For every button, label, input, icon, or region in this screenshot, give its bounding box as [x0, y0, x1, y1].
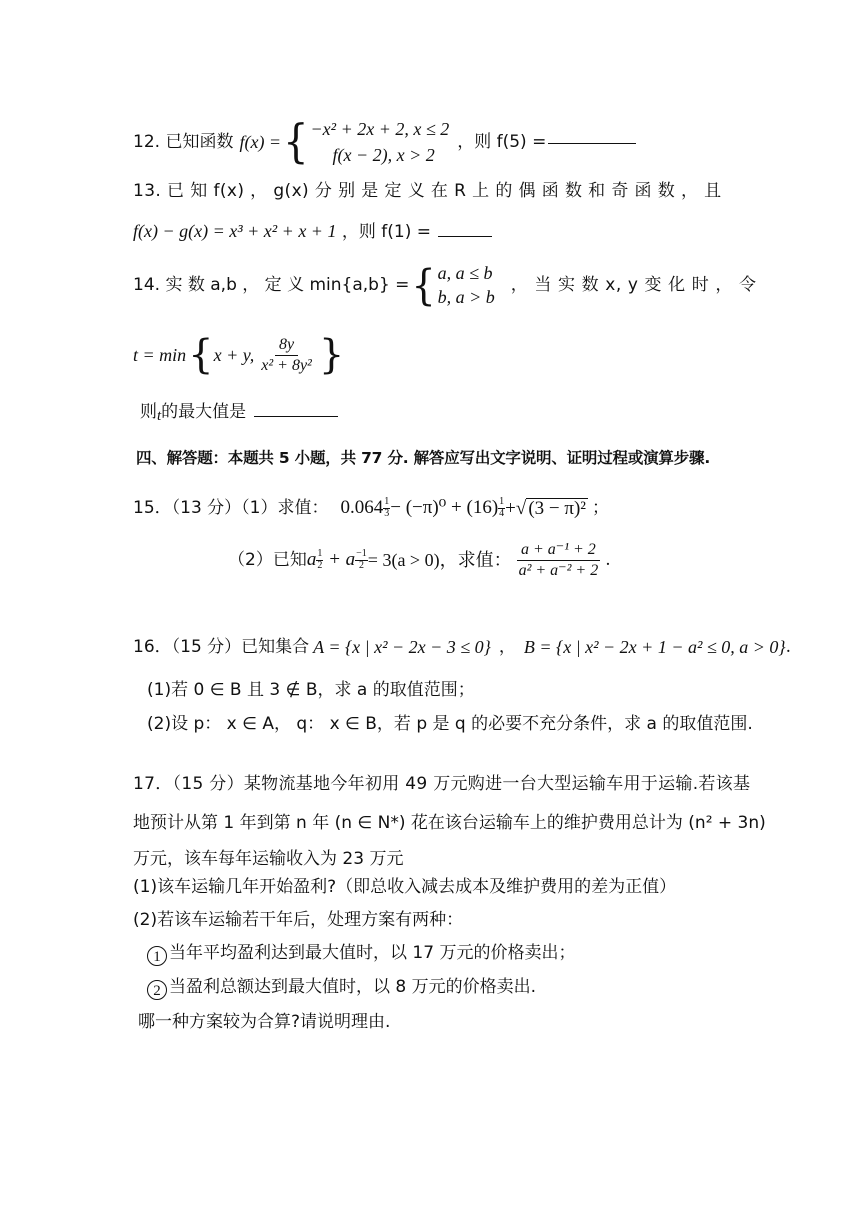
q15-target-numerator: a + a⁻¹ + 2 [517, 542, 600, 561]
q15-mid: − (−π)⁰ + (16) [390, 497, 499, 518]
q14-tail: ， 当 实 数 x, y 变 化 时 ， 令 [510, 274, 757, 295]
q15-sqrt-radicand: (3 − π)² [528, 498, 586, 519]
q12-function-name: f(x) = [239, 132, 282, 152]
q15-exp-one-quarter: $\frac{1}{4}$ [499, 496, 505, 519]
q12-lead: 12. 已知函数 [133, 131, 234, 152]
q14-brace: { [411, 260, 436, 310]
q12-cases [311, 120, 450, 164]
q12-brace: { [283, 115, 309, 169]
q14-case-1: a, a ≤ b [437, 263, 493, 283]
q14-t-lead: t = min [133, 345, 187, 365]
q14 [133, 262, 757, 308]
q15-exp-neg-half: $\frac{-1}{2}$ [356, 548, 367, 571]
q12 [133, 115, 636, 169]
q16-sep: ， [498, 636, 516, 657]
q14-ask-prefix: 则 [140, 402, 157, 422]
q14-t-denominator: x² + 8y² [261, 356, 312, 374]
q17-option-2-text: 当盈利总额达到最大值时，以 8 万元的价格卖出. [169, 977, 537, 997]
q16-set-b: B = {x | x² − 2x + 1 − a² ≤ 0, a > 0} [523, 637, 786, 657]
q12-answer-blank[interactable] [548, 141, 636, 144]
q15-part1-plus: + [505, 497, 516, 519]
q14-ask-suffix: 的最大值是 [161, 402, 247, 422]
q16-set-a: A = {x | x² − 2x − 3 ≤ 0} [313, 637, 491, 657]
q15-part1-end: ； [591, 497, 609, 518]
q15-sqrt: √ (3 − π)² [515, 498, 586, 519]
q16-part-2: (2)设 p： x ∈ A， q： x ∈ B，若 p 是 q 的必要不充分条件，求 a 的取值范围. [147, 714, 753, 734]
q16-lead: 16．（15 分）已知集合 [133, 636, 310, 657]
q17-option-1 [147, 945, 575, 966]
q15-part-1 [133, 488, 609, 528]
q16-part-1: (1)若 0 ∈ B 且 3 ∉ B，求 a 的取值范围； [147, 680, 475, 700]
q14-t-numerator: 8y [275, 337, 298, 356]
q13-line-1: 13. 已 知 f(x) ， g(x) 分 别 是 定 义 在 R 上 的 偶 函 数 和 奇 函 数 ， 且 [133, 181, 722, 201]
section-4-heading: 四、解答题：本题共 5 小题，共 77 分. 解答应写出文字说明、证明过程或演算步骤. [136, 449, 711, 467]
q12-tail: ，则 f(5) = [457, 131, 547, 152]
q17-option-2-mark: 2 [147, 980, 167, 1000]
q15-given-rhs: = 3(a > 0)，求值： [367, 550, 512, 570]
q14-t-fraction [257, 337, 316, 374]
q14-answer-blank[interactable] [254, 414, 338, 417]
q14-t-open-brace: { [188, 332, 214, 378]
q15-part1-lead: 15．（13 分）（1）求值： [133, 497, 329, 518]
q14-lead: 14. 实 数 a,b ， 定 义 min{a,b} = [133, 274, 410, 295]
q17-option-1-mark: 1 [147, 946, 167, 966]
q14-t-inner: x + y, [213, 345, 255, 365]
q17-line-2: 地预计从第 1 年到第 n 年 (n ∈ N*) 花在该台运输车上的维护费用总计为 (n² + 3n) [133, 813, 766, 833]
q17-line-3: 万元，该车每年运输收入为 23 万元 [133, 849, 404, 869]
q13-answer-blank[interactable] [438, 234, 492, 237]
q13-line-2 [133, 222, 492, 241]
q15-part2-end: . [605, 549, 611, 570]
q13-ask: ，则 f(1) = [341, 222, 431, 242]
q15-given-lhs: a $\frac{1}{2}$ + a $\frac{-1}{2}$ [306, 548, 367, 571]
q16-stem [133, 638, 791, 656]
q17-ask: 哪一种方案较为合算?请说明理由. [138, 1012, 391, 1032]
q14-ask [140, 404, 338, 424]
q17-line-1: 17．（15 分）某物流基地今年初用 49 万元购进一台大型运输车用于运输.若该基 [133, 774, 751, 794]
q14-t-close-brace: } [318, 332, 345, 378]
q15-target-fraction [515, 542, 603, 579]
q17-part-2: (2)若该车运输若干年后，处理方案有两种： [133, 910, 464, 930]
q17-option-1-text: 当年平均盈利达到最大值时，以 17 万元的价格卖出； [169, 943, 576, 963]
q15-target-denominator: a² + a⁻² + 2 [518, 561, 599, 579]
q15-part-2 [228, 537, 611, 583]
q17-part-1: (1)该车运输几年开始盈利?（即总收入减去成本及维护费用的差为正值） [133, 877, 677, 897]
q14-t-definition [133, 330, 344, 380]
q14-ask-var: t [157, 408, 162, 424]
q16-end: . [785, 636, 791, 657]
q15-exp-one-third: $\frac{1}{3}$ [384, 496, 390, 519]
q15-base: 0.064 [340, 497, 384, 518]
q12-case-1: −x² + 2x + 2, x ≤ 2 [310, 119, 450, 139]
q15-part2-lead: （2）已知 [228, 549, 307, 570]
q14-cases [438, 264, 495, 306]
q17-option-2 [147, 979, 536, 1000]
q15-part1-term-a [340, 497, 390, 519]
q12-case-2: f(x − 2), x > 2 [332, 145, 435, 165]
q15-part1-term-b [390, 497, 505, 519]
q13-equation: f(x) − g(x) = x³ + x² + x + 1 [133, 221, 337, 241]
q14-case-2: b, a > b [437, 287, 495, 307]
q15-exp-half: $\frac{1}{2}$ [317, 548, 323, 571]
